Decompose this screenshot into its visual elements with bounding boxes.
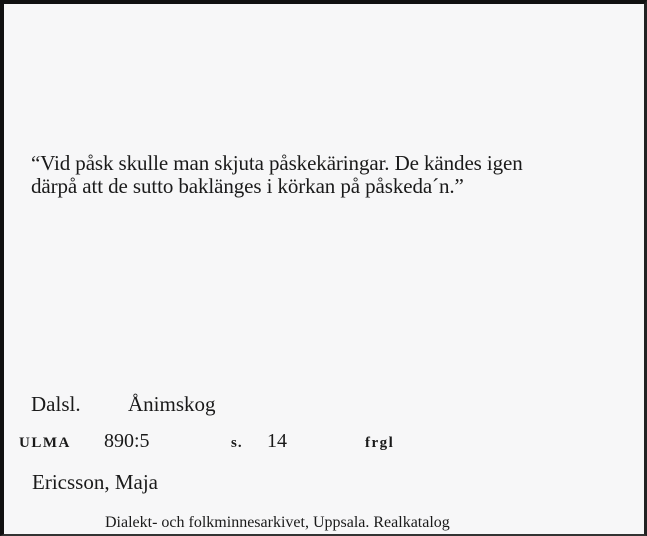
region-label: Dalsl. [31, 392, 81, 416]
quote-line: “Vid påsk skulle man skjuta påskekäringar. De kändes igen [31, 151, 523, 175]
informant-name: Ericsson, Maja [32, 470, 158, 494]
quote-line: därpå att de sutto baklänges i körkan på påskeda´n.” [31, 174, 464, 198]
card-footer: Dialekt- och folkminnesarkivet, Uppsala. Realkatalog [105, 514, 450, 531]
archive-code: ULMA [19, 435, 71, 451]
place-row [31, 392, 216, 416]
reference-row [19, 430, 394, 454]
quote-text [31, 152, 631, 198]
parish-label: Ånimskog [128, 392, 216, 416]
page-number: 14 [267, 430, 287, 452]
category-code: frgl [365, 435, 395, 451]
page-label: s. [231, 435, 243, 451]
accession-number: 890:5 [104, 430, 150, 452]
